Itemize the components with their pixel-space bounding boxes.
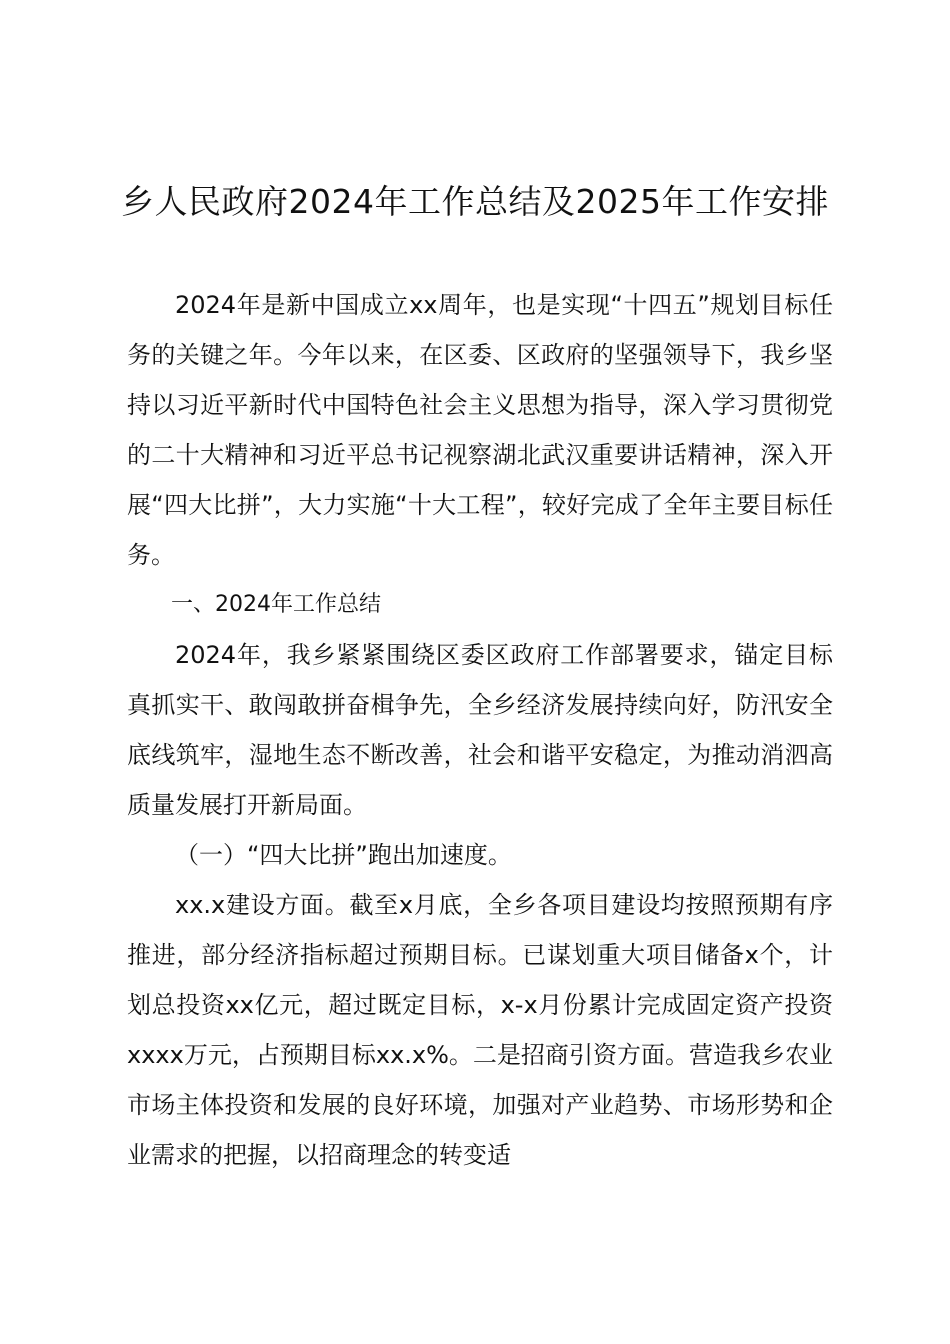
subsection-heading-four-competitions: （一）“四大比拼”跑出加速度。 [175, 841, 512, 869]
section-heading-2024-summary: 一、2024年工作总结 [171, 592, 381, 617]
document-body [127, 280, 833, 1180]
document-title: 乡人民政府2024年工作总结及2025年工作安排 [121, 182, 829, 221]
paragraph-intro: 2024年是新中国成立xx周年，也是实现“十四五”规划目标任务的关键之年。今年以来，在区委、区政府的坚强领导下，我乡坚持以习近平新时代中国特色社会主义思想为指导，深入学习贯彻党的二十大精神和习近平总书记视察湖北武汉重要讲话精神，深入开展“四大比拼”，大力实施“十大工程”，较好完成了全年主要目标任务。 [127, 291, 833, 569]
paragraph-summary: 2024年，我乡紧紧围绕区委区政府工作部署要求，锚定目标真抓实干、敢闯敢拼奋楫争先，全乡经济发展持续向好，防汛安全底线筑牢，湿地生态不断改善，社会和谐平安稳定，为推动消泗高质量发展打开新局面。 [127, 641, 833, 819]
paragraph-construction: xx.x建设方面。截至x月底，全乡各项目建设均按照预期有序推进，部分经济指标超过预期目标。已谋划重大项目储备x个，计划总投资xx亿元，超过既定目标，x-x月份累计完成固定资产投资xxxx万元，占预期目标xx.x%。二是招商引资方面。营造我乡农业市场主体投资和发展的良好环境，加强对产业趋势、市场形势和企业需求的把握，以招商理念的转变适 [127, 891, 833, 1169]
